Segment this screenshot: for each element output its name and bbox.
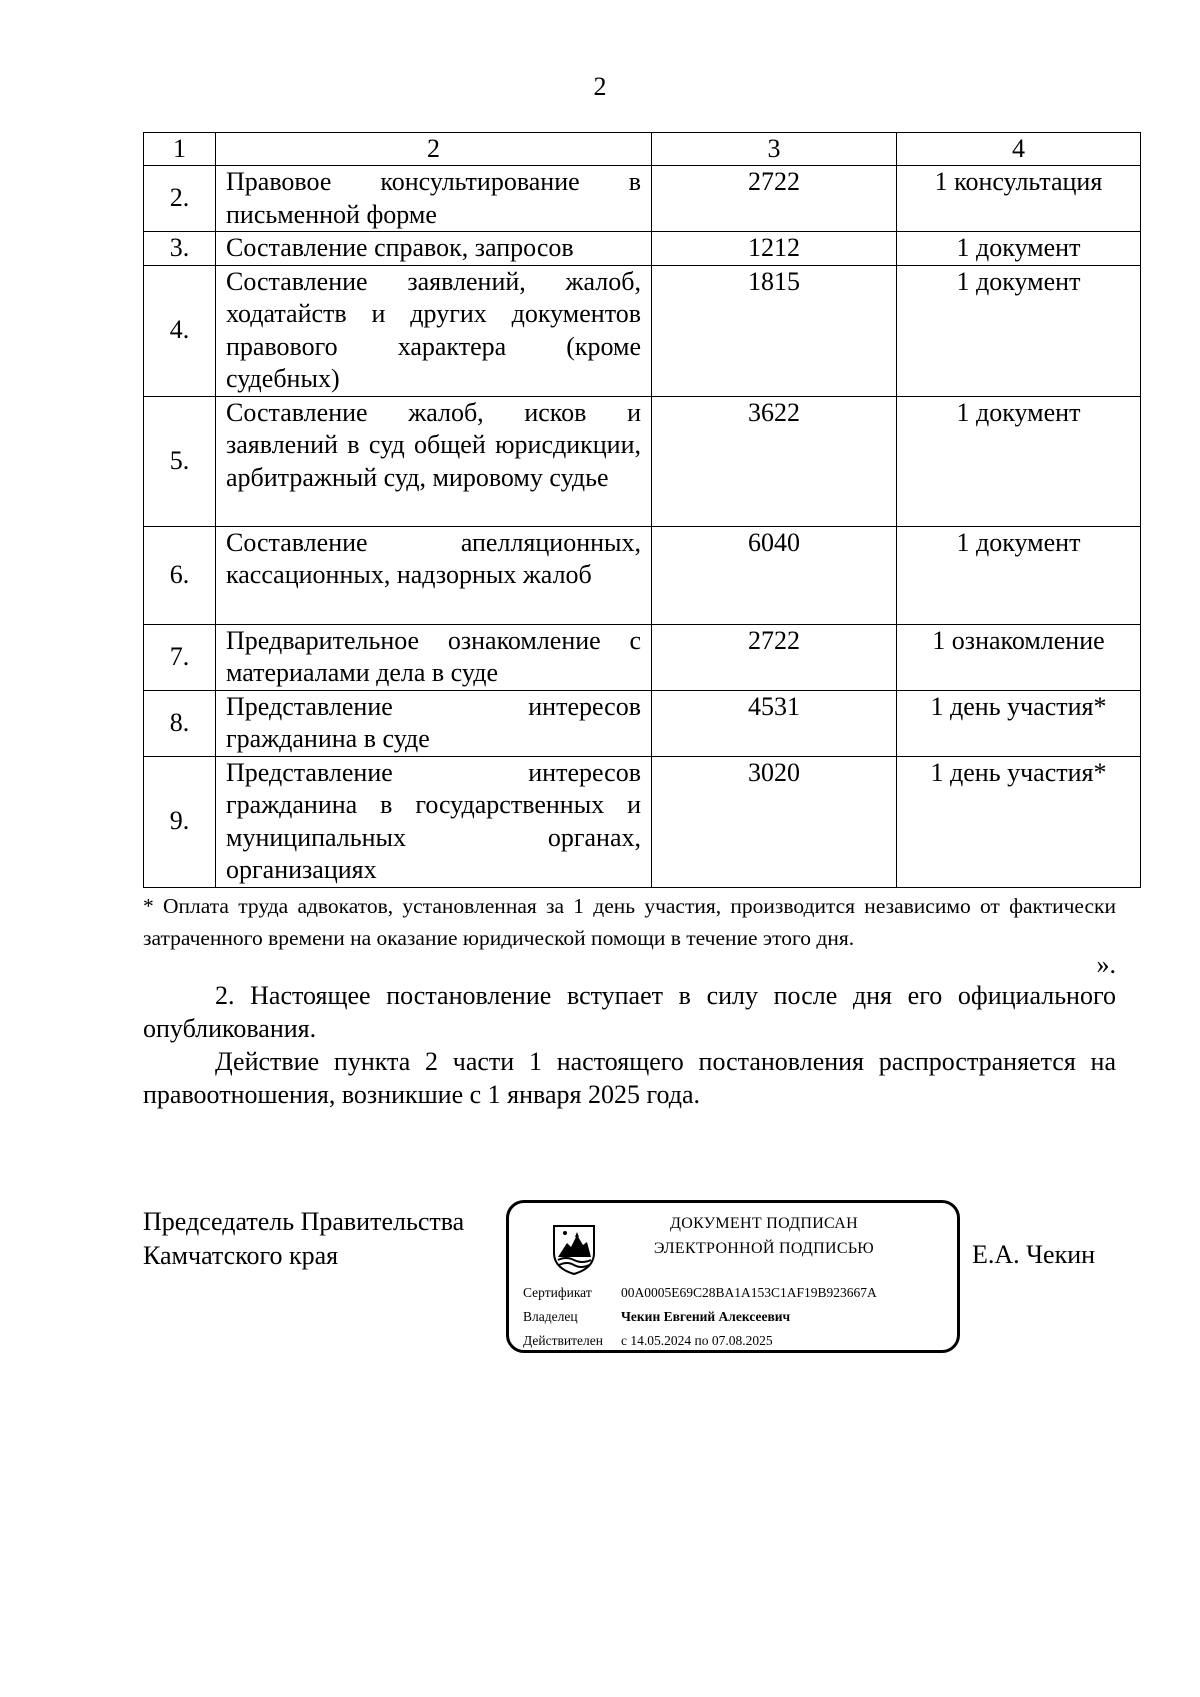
column-header: 4: [897, 133, 1141, 166]
fee-amount: 3020: [652, 756, 897, 887]
stamp-validity-row: [523, 1333, 773, 1349]
column-header: 3: [652, 133, 897, 166]
fee-unit: 1 день участия*: [897, 690, 1141, 756]
table-row: [144, 396, 1141, 526]
fee-amount: 6040: [652, 526, 897, 624]
column-header: 1: [144, 133, 216, 166]
row-number: 7.: [144, 624, 216, 690]
owner-label: Владелец: [523, 1309, 578, 1324]
service-name: Правовое консультирование в письменной форме: [216, 166, 652, 232]
signer-title: [143, 1205, 464, 1273]
row-number: 2.: [144, 166, 216, 232]
service-name: Предварительное ознакомление с материалами дела в суде: [216, 624, 652, 690]
certificate-label: Сертификат: [523, 1285, 592, 1300]
table-row: [144, 265, 1141, 396]
service-name: Составление заявлений, жалоб, ходатайств и других документов правового характера (кроме судебных): [216, 265, 652, 396]
table-row: [144, 756, 1141, 887]
fee-amount: 1212: [652, 232, 897, 266]
closing-quote: ».: [1096, 950, 1116, 979]
stamp-heading-line: ДОКУМЕНТ ПОДПИСАН: [670, 1215, 858, 1232]
fee-unit: 1 документ: [897, 526, 1141, 624]
stamp-heading: [629, 1211, 899, 1261]
service-name: Представление интересов гражданина в государственных и муниципальных органах, организациях: [216, 756, 652, 887]
electronic-signature-stamp: [506, 1200, 960, 1353]
row-number: 5.: [144, 396, 216, 526]
signer-name: Е.А. Чекин: [972, 1240, 1096, 1269]
fee-amount: 1815: [652, 265, 897, 396]
stamp-certificate-row: [523, 1285, 877, 1301]
row-number: 9.: [144, 756, 216, 887]
kamchatka-coat-of-arms-icon: [549, 1223, 599, 1275]
fees-table: [143, 132, 1141, 888]
page-number: 2: [593, 72, 607, 101]
stamp-heading-line: ЭЛЕКТРОННОЙ ПОДПИСЬЮ: [653, 1240, 875, 1257]
service-name: Составление апелляционных, кассационных, надзорных жалоб: [216, 526, 652, 624]
service-name: Составление справок, запросов: [216, 232, 652, 266]
stamp-owner-row: [523, 1309, 790, 1325]
service-name: Составление жалоб, исков и заявлений в суд общей юрисдикции, арбитражный суд, мировому судье: [216, 396, 652, 526]
column-header: 2: [216, 133, 652, 166]
row-number: 8.: [144, 690, 216, 756]
table-footnote: * Оплата труда адвокатов, установленная за 1 день участия, производится независимо от фактически затраченного времени на оказание юридической помощи в течение этого дня.: [143, 894, 1116, 950]
fee-unit: 1 документ: [897, 265, 1141, 396]
paragraph-retroactive: Действие пункта 2 части 1 настоящего постановления распространяется на правоотношения, возникшие с 1 января 2025 года.: [143, 1047, 1116, 1109]
signer-title-line: Председатель Правительства: [143, 1207, 465, 1236]
table-row: [144, 690, 1141, 756]
row-number: 6.: [144, 526, 216, 624]
fee-amount: 4531: [652, 690, 897, 756]
fee-unit: 1 документ: [897, 232, 1141, 266]
fee-amount: 2722: [652, 166, 897, 232]
fee-unit: 1 консультация: [897, 166, 1141, 232]
certificate-value: 00A0005E69C28BA1A153C1AF19B923667A: [621, 1285, 877, 1300]
table-row: [144, 624, 1141, 690]
fee-unit: 1 документ: [897, 396, 1141, 526]
table-header-row: [144, 133, 1141, 166]
fee-amount: 3622: [652, 396, 897, 526]
paragraph-effective-date: 2. Настоящее постановление вступает в силу после дня его официального опубликования.: [143, 981, 1116, 1043]
validity-label: Действителен: [523, 1333, 603, 1348]
fee-unit: 1 день участия*: [897, 756, 1141, 887]
owner-value: Чекин Евгений Алексеевич: [621, 1309, 791, 1324]
table-row: [144, 232, 1141, 266]
row-number: 4.: [144, 265, 216, 396]
table-row: [144, 166, 1141, 232]
fee-amount: 2722: [652, 624, 897, 690]
row-number: 3.: [144, 232, 216, 266]
table-row: [144, 526, 1141, 624]
validity-value: с 14.05.2024 по 07.08.2025: [621, 1333, 773, 1348]
service-name: Представление интересов гражданина в суде: [216, 690, 652, 756]
signer-title-line: Камчатского края: [143, 1241, 339, 1270]
fee-unit: 1 ознакомление: [897, 624, 1141, 690]
